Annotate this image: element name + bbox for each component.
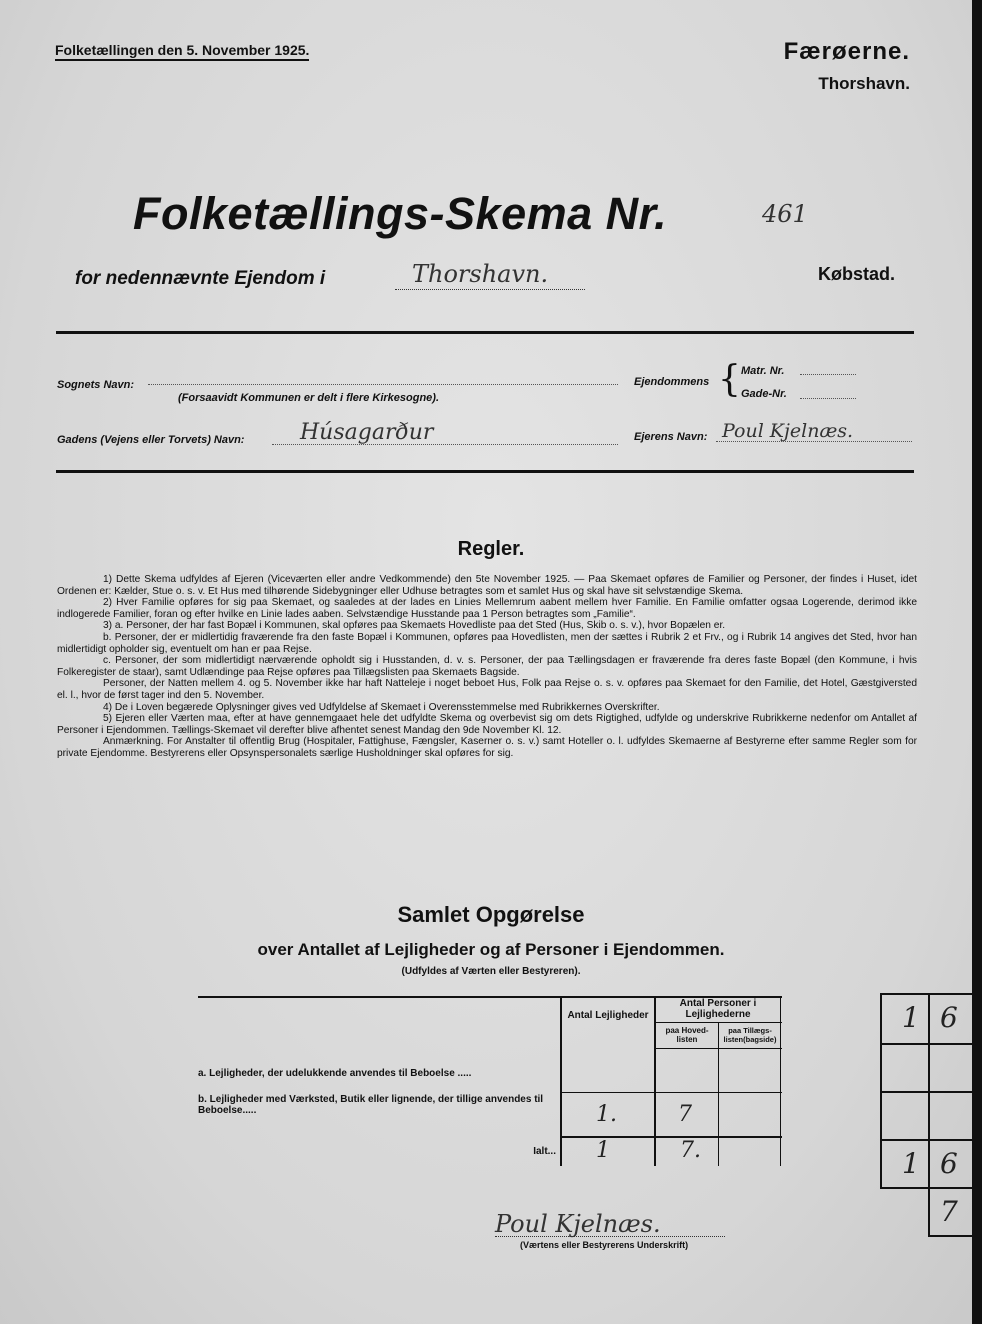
table-subheader-line bbox=[654, 1022, 782, 1023]
sogn-note: (Forsaavidt Kommunen er delt i flere Kirkesogne). bbox=[178, 392, 440, 404]
town-name: Thorshavn. bbox=[818, 74, 910, 93]
row-ialt-label: Ialt... bbox=[533, 1146, 556, 1157]
matr-field[interactable] bbox=[800, 374, 856, 375]
sogn-field[interactable] bbox=[148, 384, 618, 385]
gade-nr-field[interactable] bbox=[800, 398, 856, 399]
rule-3b: b. Personer, der er midlertidig fraværende fra den faste Bopæl i Kommunen, opføres paa Hovedlisten, men der sættes i Rubrik 2 et Frv., og i Rubrik 14 angives det Sted, hvor han midlertidigt opholder sig, eventuelt om han er paa Rejse. bbox=[57, 631, 917, 655]
table-divider-1 bbox=[560, 996, 562, 1166]
row-a-label: a. Lejligheder, der udelukkende anvendes til Beboelse ..... bbox=[198, 1068, 472, 1079]
rule-natten: Personer, der Natten mellem 4. og 5. November ikke har haft Natteleje i noget beboet Hus, Folk paa Rejse o. s. v. opføres paa Skemaet for den Familie, det Hotel, Gæstgiversted el. l., hvor de først tager ind den 5. November. bbox=[57, 678, 917, 701]
grid-r1c1[interactable]: 1 bbox=[902, 1001, 920, 1034]
form-title: Folketællings-Skema Nr. bbox=[133, 188, 668, 239]
grid-vline-mid bbox=[928, 993, 930, 1237]
matr-label: Matr. Nr. bbox=[741, 365, 785, 377]
for-label: for nedennævnte Ejendom i bbox=[75, 268, 326, 289]
ejendom-label: Ejendommens bbox=[634, 376, 710, 388]
rule-2: 2) Hver Familie opføres for sig paa Skemaet, og saaledes at der lades en Linies Mellemrum aabent mellem hver Familie. En Familie omfatter ogsaa Logerende, derimod ikke indlogerede Familier, foran og efter hvilke en Linie lades aaben. Selvstændige Husstande paa 1 Person betragtes som „Familie“. bbox=[57, 597, 917, 620]
col-tillaeg: paa Tillægs-listen(bagside) bbox=[723, 1026, 777, 1044]
grid-vline-right bbox=[974, 993, 976, 1237]
rule-anmaerkning: Anmærkning. For Anstalter til offentlig Brug (Hospitaler, Fattighuse, Fængsler, Kaserner o. s. v.) samt Hoteller o. l. udfyldes Skemaerne af Bestyrerne efter samme Regler som for private Ejendomme. Bestyrerens eller Opsynspersonalets særlige Husholdninger skal opføres for sig. bbox=[57, 736, 917, 759]
place-handwritten[interactable]: Thorshavn. bbox=[412, 260, 549, 288]
rule-5: 5) Ejeren eller Værten maa, efter at have gennemgaaet hele det udfyldte Skema og overbevist sig om dets Rigtighed, udfylde og underskrive Rubrikkerne nedenfor om Antallet af Personer i Ejendommen. Tællings-Skemaet vil derefter blive afhentet senest Mandag den 9de November Kl. 12. bbox=[57, 713, 917, 736]
row-b-label: b. Lejligheder med Værksted, Butik eller lignende, der tillige anvendes til Beboelse..... bbox=[198, 1094, 544, 1116]
rule-4: 4) De i Loven begærede Oplysninger gives ved Udfyldelse af Skemaet i Overensstemmelse med Rubrikkernes Overskrifter. bbox=[103, 701, 660, 713]
row-b-hoved[interactable]: 7 bbox=[678, 1102, 692, 1127]
summary-note: (Udfyldes af Værten eller Bestyreren). bbox=[401, 966, 581, 977]
grid-r1c2[interactable]: 6 bbox=[940, 1001, 958, 1034]
sogn-label: Sognets Navn: bbox=[57, 379, 135, 391]
col-lejligheder: Antal Lejligheder bbox=[567, 1010, 649, 1021]
rule-3a: 3) a. Personer, der har fast Bopæl i Kommunen, skal opføres paa Skemaets Hovedliste paa det Sted (Hus, Skib o. s. v.), hvor Bopælen er. bbox=[103, 620, 726, 632]
table-header-line bbox=[654, 1048, 782, 1049]
rule-1: 1) Dette Skema udfyldes af Ejeren (Viceværten eller andre Vedkommende) den 5te November 1925. — Paa Skemaet opføres de Familier og Personer, der findes i Huset, idet Ordenen er: Kælder, Stue o. s. v. Et Hus med tilhørende Sidebygninger eller Udhuse betragtes som et samlet Hus og skal have sit selvstændige Skema. bbox=[57, 574, 917, 597]
gade-navn-line bbox=[272, 444, 618, 445]
signature-label: (Værtens eller Bestyrerens Underskrift) bbox=[520, 1240, 689, 1250]
col-hoved: paa Hoved-listen bbox=[665, 1026, 709, 1044]
row-a-line bbox=[560, 1092, 782, 1093]
brace-symbol: { bbox=[718, 359, 741, 400]
rules-text bbox=[57, 574, 917, 760]
gade-navn-label: Gadens (Vejens eller Torvets) Navn: bbox=[57, 434, 245, 446]
divider-top bbox=[56, 331, 914, 334]
divider-middle bbox=[56, 470, 914, 473]
gade-navn-value[interactable]: Húsagarður bbox=[300, 420, 434, 445]
rule-3c: c. Personer, der som midlertidigt nærværende opholdt sig i Husstanden, d. v. s. Personer, der paa Tællingsdagen er fraværende fra deres faste Bopæl (den Kommune, i hvis Folkeregister de staar), samt Udlændinge paa Rejse opføres paa Tillægslisten paa Skemaets Bagside. bbox=[57, 655, 917, 678]
kobstad-label: Købstad. bbox=[817, 264, 895, 284]
table-divider-3 bbox=[718, 1022, 719, 1166]
side-tally-grid bbox=[880, 993, 976, 1237]
grid-line-5 bbox=[928, 1235, 976, 1237]
grid-r5c2[interactable]: 7 bbox=[940, 1195, 958, 1228]
grid-vline-left bbox=[880, 993, 882, 1189]
region-name: Færøerne. bbox=[783, 38, 910, 65]
grid-r4c2[interactable]: 6 bbox=[940, 1147, 958, 1180]
row-ialt-hoved[interactable]: 7. bbox=[680, 1138, 701, 1163]
signature-line bbox=[495, 1236, 725, 1237]
place-underline bbox=[395, 289, 585, 290]
form-number[interactable]: 461 bbox=[762, 200, 808, 228]
row-b-lejligheder[interactable]: 1. bbox=[596, 1102, 617, 1127]
summary-table bbox=[198, 996, 782, 1166]
row-b-line bbox=[560, 1136, 782, 1138]
summary-subtitle: over Antallet af Lejligheder og af Personer i Ejendommen. bbox=[257, 940, 725, 959]
grid-r4c1[interactable]: 1 bbox=[902, 1147, 920, 1180]
col-personer: Antal Personer i Lejlighederne bbox=[679, 998, 757, 1020]
rules-heading: Regler. bbox=[457, 538, 525, 560]
gade-nr-label: Gade-Nr. bbox=[741, 388, 787, 400]
ejer-value[interactable]: Poul Kjelnæs. bbox=[722, 420, 854, 442]
ejer-line bbox=[716, 441, 912, 442]
row-ialt-lejligheder[interactable]: 1 bbox=[596, 1138, 610, 1163]
census-date: Folketællingen den 5. November 1925. bbox=[55, 42, 309, 61]
summary-title: Samlet Opgørelse bbox=[397, 902, 585, 927]
signature-value[interactable]: Poul Kjelnæs. bbox=[495, 1210, 661, 1238]
ejer-label: Ejerens Navn: bbox=[634, 431, 708, 443]
